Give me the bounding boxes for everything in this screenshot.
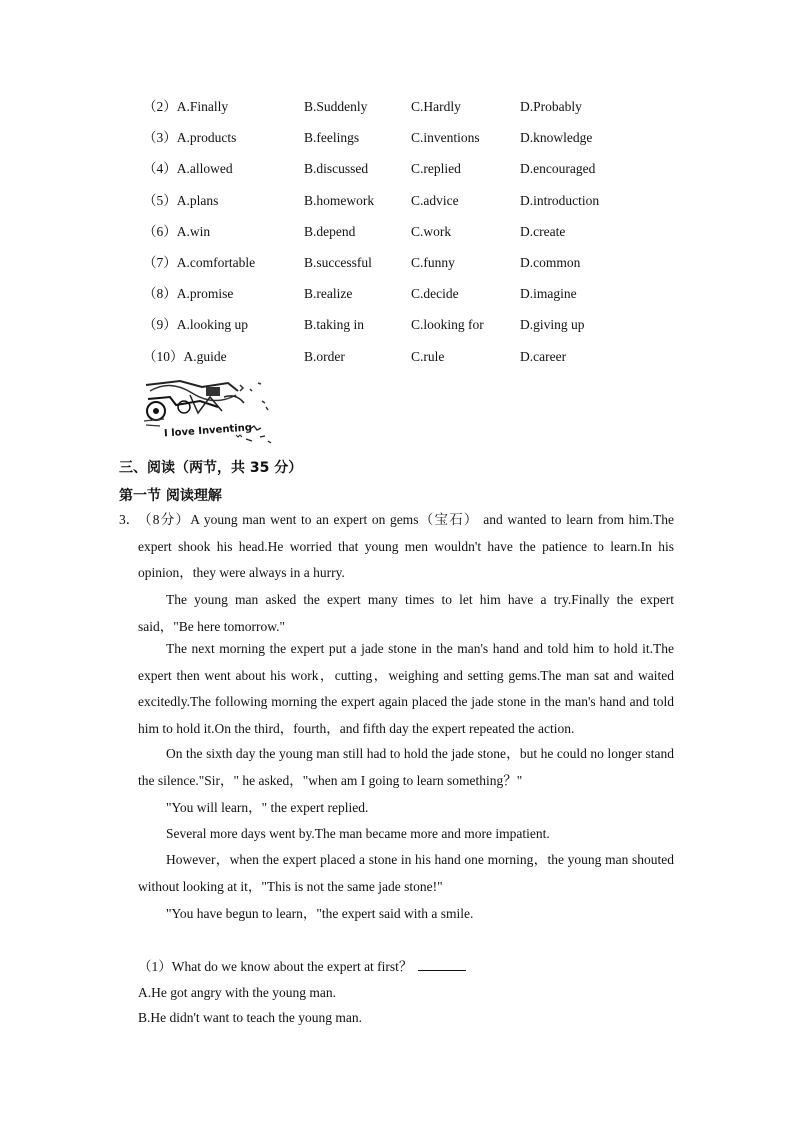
option-b: B.feelings	[304, 130, 360, 146]
svg-text:I love Inventing: I love Inventing	[163, 422, 253, 440]
section-title: 三、阅读（两节，共 35 分）	[119, 460, 303, 476]
answer-blank[interactable]	[418, 956, 466, 971]
option-b: B.taking in	[304, 317, 364, 333]
subsection-title: 第一节 阅读理解	[119, 488, 222, 504]
option-a: A.comfortable	[176, 255, 256, 270]
inventing-illustration	[140, 377, 276, 447]
option-c: C.decide	[411, 286, 459, 302]
option-number-and-a	[143, 96, 228, 118]
passage-paragraph-5: "You will learn，" the expert replied.	[166, 800, 369, 815]
option-d: D.common	[520, 255, 581, 270]
option-row	[0, 314, 794, 336]
sub-question-text: （1）What do we know about the expert at first？	[138, 959, 413, 974]
option-number: （9）	[143, 317, 177, 333]
option-b: B.homework	[304, 192, 375, 208]
option-row	[0, 283, 794, 305]
passage-paragraph-6: Several more days went by.The man became more and more impatient.	[166, 826, 550, 841]
option-b: B.Suddenly	[304, 99, 368, 114]
option-c: C.inventions	[411, 130, 480, 146]
option-c: C.replied	[411, 161, 461, 177]
option-a: A.guide	[183, 348, 227, 364]
option-number-and-a	[143, 346, 227, 368]
option-number: （8）	[143, 286, 177, 302]
option-number-and-a	[143, 127, 236, 149]
option-number-and-a	[143, 252, 255, 274]
option-number: （7）	[143, 255, 177, 270]
option-number-and-a	[143, 283, 233, 305]
passage-paragraph-7: However，when the expert placed a stone in his hand one morning，the young man shouted without looking at it，"This is not the same jade stone!"	[138, 852, 674, 894]
option-a: A.Finally	[176, 99, 229, 114]
option-a: A.products	[176, 130, 237, 146]
passage-paragraph-3: The next morning the expert put a jade stone in the man's hand and told him to hold it.The expert then went about his work，cutting，weighing and setting gems.The man sat and waited excitedly.The following morning the expert again placed the jade stone in the man's hand and told him to hold it.On the third，fourth，and fifth day the expert repeated the action.	[138, 641, 674, 736]
option-c: C.Hardly	[411, 99, 461, 114]
option-number-and-a	[143, 314, 248, 336]
option-d: D.encouraged	[520, 161, 596, 177]
option-d: D.Probably	[520, 99, 582, 114]
option-d: D.career	[520, 348, 567, 364]
option-number-and-a	[143, 221, 210, 243]
option-a: A.looking up	[176, 317, 249, 333]
inventing-sketch-icon	[140, 377, 276, 447]
option-number: （2）	[143, 99, 177, 114]
passage-paragraph-8: "You have begun to learn，"the expert said with a smile.	[166, 906, 474, 921]
choice-b: B.He didn't want to teach the young man.	[138, 1010, 363, 1025]
option-c: C.rule	[411, 348, 445, 364]
option-c: C.looking for	[411, 317, 484, 333]
question-number: 3．	[119, 512, 140, 527]
option-row	[0, 158, 794, 180]
option-number-and-a	[143, 190, 218, 212]
passage-paragraph-4: On the sixth day the young man still had to hold the jade stone，but he could no longer stand the silence."Sir，" he asked，"when am I going to learn something？"	[138, 746, 674, 788]
option-c: C.work	[411, 223, 452, 239]
passage-paragraph-2: The young man asked the expert many times to let him have a try.Finally the expert said，"Be here tomorrow."	[138, 592, 674, 634]
option-b: B.depend	[304, 223, 356, 239]
option-number: （10）	[143, 348, 184, 364]
option-d: D.imagine	[520, 286, 577, 302]
choice-a: A.He got angry with the young man.	[138, 985, 336, 1000]
option-c: C.funny	[411, 255, 455, 270]
option-b: B.order	[304, 348, 345, 364]
option-number-and-a	[143, 158, 233, 180]
option-row	[0, 96, 794, 118]
option-a: A.plans	[176, 192, 219, 208]
option-b: B.realize	[304, 286, 353, 302]
option-number: （6）	[143, 223, 177, 239]
option-row	[0, 252, 794, 274]
option-number: （5）	[143, 192, 177, 208]
option-b: B.discussed	[304, 161, 369, 177]
option-d: D.giving up	[520, 317, 585, 333]
option-b: B.successful	[304, 255, 372, 270]
option-d: D.knowledge	[520, 130, 593, 146]
passage-paragraph-1: （8分）A young man went to an expert on gems（宝石） and wanted to learn from him.The expert shook his head.He worried that young men wouldn't have the patience to learn.In his opinion，they were always in a hurry.	[138, 512, 674, 580]
option-number: （3）	[143, 130, 177, 146]
option-row	[0, 221, 794, 243]
option-number: （4）	[143, 161, 177, 177]
option-d: D.create	[520, 223, 566, 239]
sub-question-1	[138, 956, 466, 978]
option-c: C.advice	[411, 192, 459, 208]
option-a: A.win	[176, 223, 211, 239]
option-a: A.promise	[176, 286, 234, 302]
option-d: D.introduction	[520, 192, 600, 208]
option-row	[0, 346, 794, 368]
option-row	[0, 127, 794, 149]
option-a: A.allowed	[176, 161, 233, 177]
option-row	[0, 190, 794, 212]
